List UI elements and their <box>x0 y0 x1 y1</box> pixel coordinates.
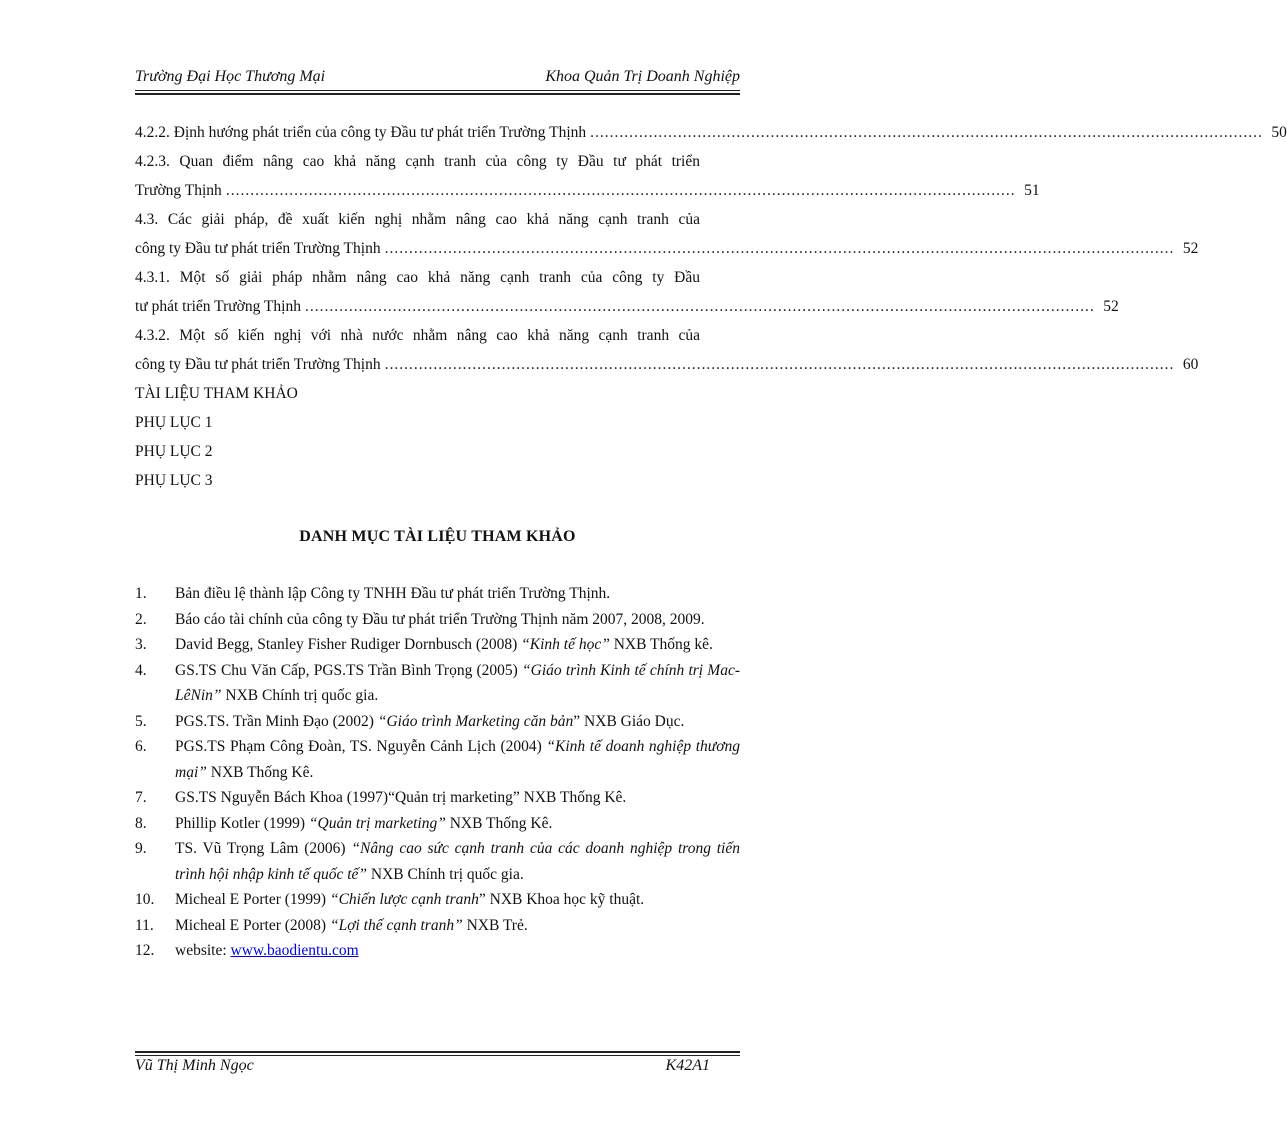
reference-item <box>135 836 740 887</box>
reference-item <box>135 734 740 785</box>
reference-number: 3. <box>135 636 147 653</box>
reference-publisher: NXB Chính trị quốc gia. <box>221 687 379 704</box>
toc-appendix-1[interactable]: PHỤ LỤC 1 <box>135 414 213 431</box>
toc-entry-continued[interactable] <box>135 234 1199 263</box>
toc-entry-text: 4.3. Các giải pháp, đề xuất kiến nghị nhằm nâng cao khả năng cạnh tranh của <box>135 211 700 228</box>
reference-title: “Lợi thế cạnh tranh” <box>329 916 463 934</box>
reference-number: 12. <box>135 942 155 959</box>
header-rule-thick <box>135 93 740 95</box>
reference-publisher: NXB Thống Kê. <box>206 763 314 781</box>
reference-text: PGS.TS. Trần Minh Đạo (2002) <box>175 712 378 730</box>
reference-title: “Giáo trình Marketing căn bản <box>377 712 574 730</box>
reference-text: GS.TS Nguyễn Bách Khoa (1997)“Quản trị marketing” NXB Thống Kê. <box>175 789 627 806</box>
toc-leader: .................................................................................................................................................................. <box>384 240 1175 257</box>
toc-leader: .................................................................................................................................................................. <box>384 356 1175 373</box>
toc-page-number: 51 <box>1024 182 1040 199</box>
toc-entry[interactable] <box>135 147 740 176</box>
reference-publisher: NXB Thống kê. <box>609 636 713 653</box>
reference-text: Bản điều lệ thành lập Công ty TNHH Đầu tư phát triển Trường Thịnh. <box>175 585 611 602</box>
table-of-contents <box>135 118 1287 495</box>
footer-class: K42A1 <box>665 1057 710 1074</box>
reference-item <box>135 658 740 709</box>
reference-text: Micheal E Porter (1999) <box>175 891 330 908</box>
reference-text: TS. Vũ Trọng Lâm (2006) <box>175 840 352 857</box>
reference-number: 11. <box>135 916 154 934</box>
reference-number: 1. <box>135 585 147 602</box>
reference-number: 9. <box>135 840 147 857</box>
reference-text: GS.TS Chu Văn Cấp, PGS.TS Trần Bình Trọng (2005) <box>175 661 523 679</box>
reference-title: “Nâng cao sức cạnh tranh của các doanh nghiệp trong tiến trình hội nhập kinh tế quốc tế” <box>175 840 740 883</box>
toc-appendix-3[interactable]: PHỤ LỤC 3 <box>135 472 213 489</box>
reference-text: Báo cáo tài chính của công ty Đầu tư phát triển Trường Thịnh năm 2007, 2008, 2009. <box>175 610 705 628</box>
toc-entry[interactable] <box>135 205 740 234</box>
toc-entry-text: công ty Đầu tư phát triển Trường Thịnh <box>135 356 381 373</box>
references-title: DANH MỤC TÀI LIỆU THAM KHẢO <box>299 528 576 545</box>
reference-number: 6. <box>135 738 147 755</box>
reference-number: 5. <box>135 712 147 730</box>
toc-entry-continued[interactable] <box>135 292 1119 321</box>
toc-entry[interactable] <box>135 118 1287 147</box>
toc-leader: .......................................................................................................................................... <box>590 124 1263 141</box>
footer-author: Vũ Thị Minh Ngọc <box>135 1057 254 1074</box>
header-rule <box>135 90 740 91</box>
website-label: website: <box>175 942 231 959</box>
reference-title: “Kinh tế doanh nghiệp thương mại” <box>175 738 740 781</box>
toc-page-number: 52 <box>1182 240 1199 257</box>
website-link[interactable]: www.baodientu.com <box>230 942 359 959</box>
toc-leader: .................................................................................................................................................................. <box>304 298 1095 315</box>
reference-title: “Chiến lược cạnh tranh <box>329 891 479 908</box>
page-footer <box>135 1054 740 1078</box>
reference-publisher: NXB Trẻ. <box>462 916 528 934</box>
toc-entry-continued[interactable] <box>135 350 1199 379</box>
toc-entry[interactable] <box>135 321 740 350</box>
reference-item <box>135 811 740 837</box>
toc-entry-text: tư phát triển Trường Thịnh <box>135 298 301 315</box>
toc-references[interactable]: TÀI LIỆU THAM KHẢO <box>135 385 298 402</box>
reference-number: 10. <box>135 891 155 908</box>
footer-rule-thick <box>135 1051 740 1053</box>
reference-text: David Begg, Stanley Fisher Rudiger Dornbusch (2008) <box>175 636 522 653</box>
reference-number: 7. <box>135 789 147 806</box>
toc-page-number: 60 <box>1182 356 1199 373</box>
reference-item <box>135 887 740 913</box>
reference-number: 8. <box>135 814 147 832</box>
header-faculty: Khoa Quản Trị Doanh Nghiệp <box>545 68 740 85</box>
reference-item <box>135 632 740 658</box>
toc-page-number: 52 <box>1103 298 1119 315</box>
toc-entry-text: công ty Đầu tư phát triển Trường Thịnh <box>135 240 381 257</box>
reference-item <box>135 785 740 811</box>
toc-entry-text: 4.3.2. Một số kiến nghị với nhà nước nhằm nâng cao khả năng cạnh tranh của <box>135 327 700 344</box>
reference-item <box>135 913 740 939</box>
reference-publisher: ” NXB Khoa học kỹ thuật. <box>478 891 645 908</box>
toc-entry-text: 4.2.3. Quan điểm nâng cao khả năng cạnh tranh của công ty Đầu tư phát triển <box>135 153 700 170</box>
reference-number: 2. <box>135 610 147 628</box>
reference-item <box>135 607 740 633</box>
references-list <box>135 581 740 964</box>
reference-title: “Kinh tế học” <box>521 636 610 653</box>
toc-entry-text: Trường Thịnh <box>135 182 222 199</box>
page-header <box>135 66 740 92</box>
toc-entry-continued[interactable] <box>135 176 1040 205</box>
toc-entry-text: 4.2.2. Định hướng phát triển của công ty Đầu tư phát triển Trường Thịnh <box>135 124 587 141</box>
reference-item <box>135 581 740 607</box>
toc-leader: .................................................................................................................................................................. <box>225 182 1016 199</box>
toc-page-number: 50 <box>1271 124 1287 141</box>
header-school: Trường Đại Học Thương Mại <box>135 68 326 85</box>
toc-entry-text: 4.3.1. Một số giải pháp nhằm nâng cao khả năng cạnh tranh của công ty Đầu <box>135 269 700 286</box>
reference-text: Phillip Kotler (1999) <box>175 814 309 832</box>
reference-publisher: NXB Chính trị quốc gia. <box>367 865 524 883</box>
reference-publisher: ” NXB Giáo Dục. <box>573 712 685 730</box>
reference-title: “Giáo trình Kinh tế chính trị Mac-LêNin” <box>175 661 740 704</box>
reference-text: Micheal E Porter (2008) <box>175 916 330 934</box>
reference-text: PGS.TS Phạm Công Đoàn, TS. Nguyễn Cảnh Lịch (2004) <box>175 738 547 755</box>
toc-entry[interactable] <box>135 263 740 292</box>
reference-item <box>135 709 740 735</box>
reference-item <box>135 938 740 964</box>
reference-publisher: NXB Thống Kê. <box>445 814 553 832</box>
reference-title: “Quản trị marketing” <box>308 814 446 832</box>
reference-number: 4. <box>135 661 147 679</box>
toc-appendix-2[interactable]: PHỤ LỤC 2 <box>135 443 213 460</box>
